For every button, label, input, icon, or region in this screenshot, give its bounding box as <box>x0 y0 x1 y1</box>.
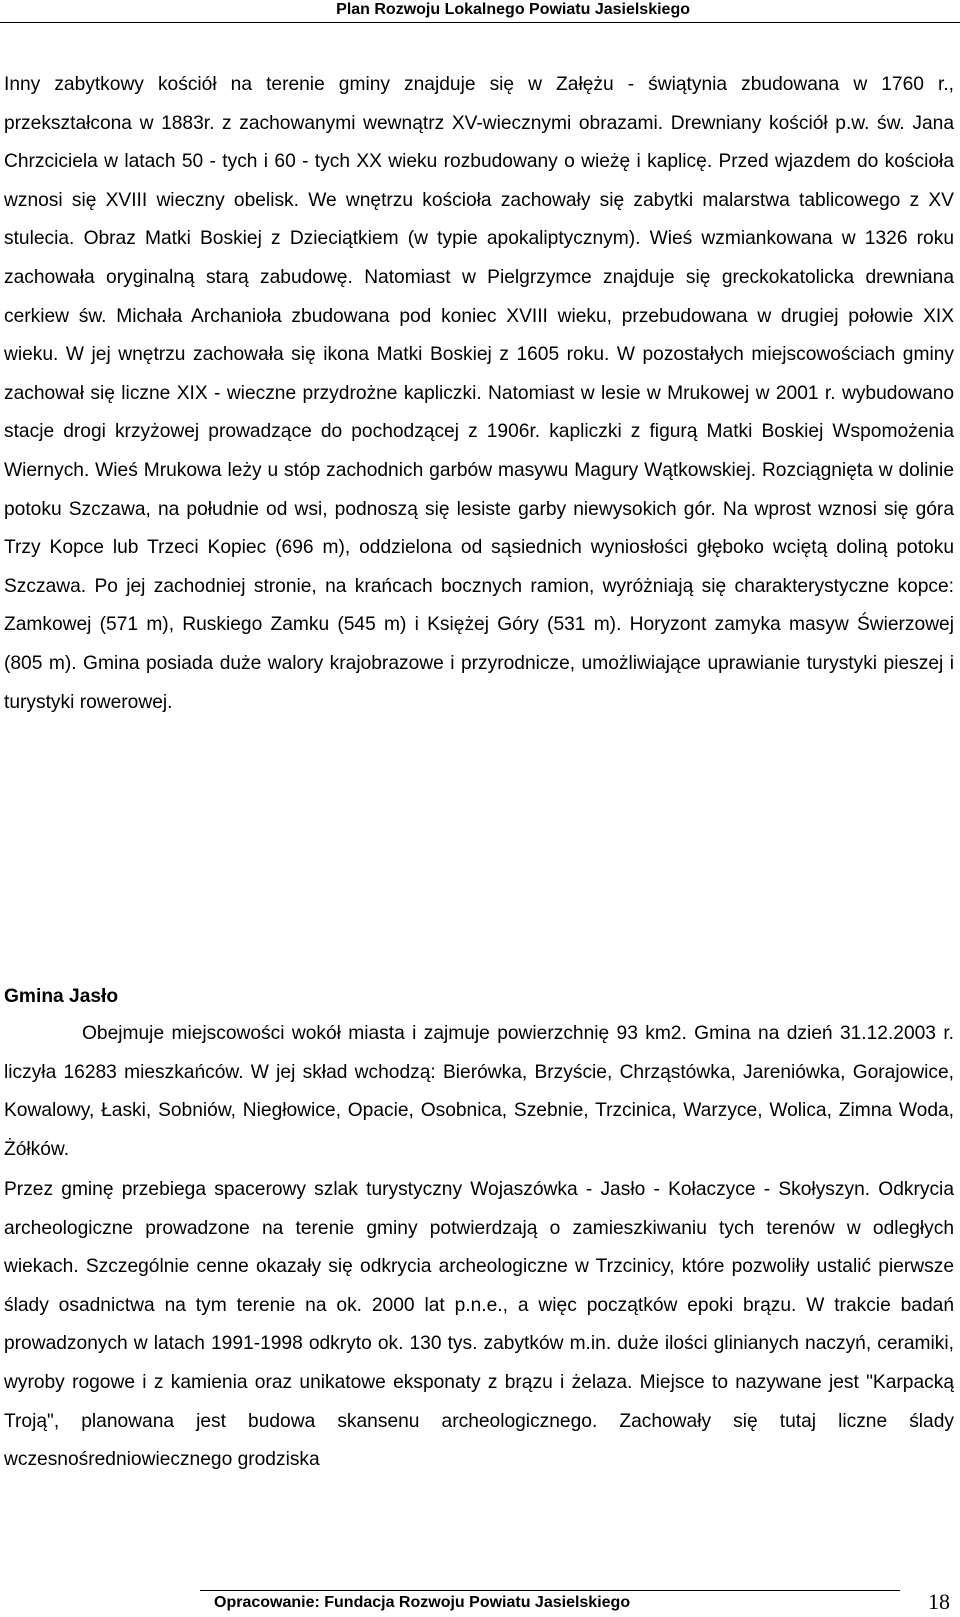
paragraph-gmina-jaslo-overview: Obejmuje miejscowości wokół miasta i zajmuje powierzchnię 93 km2. Gmina na dzień 31.12.2003 r. liczyła 16283 mieszkańców. W jej skład wchodzą: Bierówka, Brzyście, Chrząstówka, Jareniówka, Gorajowice, Kowalowy, Łaski, Sobniów, Niegłowice, Opacie, Osobnica, Szebnie, Trzcinica, Warzyce, Wolica, Zimna Woda, Żółków. <box>4 1023 954 1160</box>
paragraph-churches-mrukowa: Inny zabytkowy kościół na terenie gminy znajduje się w Załężu - świątynia zbudowana w 1760 r., przekształcona w 1883r. z zachowanymi wewnątrz XV-wiecznymi obrazami. Drewniany kościół p.w. św. Jana Chrzciciela w latach 50 - tych i 60 - tych XX wieku rozbudowany o wieżę i kaplicę. Przed wjazdem do kościoła wznosi się XVIII wieczny obelisk. We wnętrzu kościoła zachowały się zabytki malarstwa tablicowego z XV stulecia. Obraz Matki Boskiej z Dzieciątkiem (w typie apokaliptycznym). Wieś wzmiankowana w 1326 roku zachowała oryginalną starą zabudowę. Natomiast w Pielgrzymce znajduje się greckokatolicka drewniana cerkiew św. Michała Archanioła zbudowana pod koniec XVIII wieku, przebudowana w drugiej połowie XIX wieku. W jej wnętrzu zachowała się ikona Matki Boskiej z 1605 roku. W pozostałych miejscowościach gminy zachował się liczne XIX - wieczne przydrożne kapliczki. Natomiast w lesie w Mrukowej w 2001 r. wybudowano stacje drogi krzyżowej prowadzące do pochodzącej z 1906r. kapliczki z figurą Matki Boskiej Wspomożenia Wiernych. Wieś Mrukowa leży u stóp zachodnich garbów masywu Magury Wątkowskiej. Rozciągnięta w dolinie potoku Szczawa, na południe od wsi, podnoszą się lesiste garby niewysokich gór. Na wprost wznosi się góra Trzy Kopce lub Trzeci Kopiec (696 m), oddzielona od sąsiednich wyniosłości głęboko wciętą doliną potoku Szczawa. Po jej zachodniej stronie, na krańcach bocznych ramion, wyróżniają się charakterystyczne kopce: Zamkowej (571 m), Ruskiego Zamku (545 m) i Księżej Góry (531 m). Horyzont zamyka masyw Świerzowej (805 m). Gmina posiada duże walory krajobrazowe i przyrodnicze, umożliwiające uprawianie turystyki pieszej i turystyki rowerowej. <box>4 74 954 713</box>
section-heading-gmina-jaslo: Gmina Jasło <box>4 986 119 1007</box>
page-footer-text: Opracowanie: Fundacja Rozwoju Powiatu Jasielskiego <box>214 1594 631 1611</box>
paragraph-archeology-trzcinica: Przez gminę przebiega spacerowy szlak turystyczny Wojaszówka - Jasło - Kołaczyce - Skołyszyn. Odkrycia archeologiczne prowadzone na terenie gminy potwierdzają o zamieszkiwaniu tych terenów w odległych wiekach. Szczególnie cenne okazały się odkrycia archeologiczne w Trzcinicy, które pozwoliły ustalić pierwsze ślady osadnictwa na tym terenie na ok. 2000 lat p.n.e., a więc początków epoki brązu. W trakcie badań prowadzonych w latach 1991-1998 odkryto ok. 130 tys. zabytków m.in. duże ilości glinianych naczyń, ceramiki, wyroby rogowe i z kamienia oraz unikatowe eksponaty z brązu i żelaza. Miejsce to nazywane jest "Karpacką Troją", planowana jest budowa skansenu archeologicznego. Zachowały się tutaj liczne ślady wczesnośredniowiecznego grodziska <box>4 1179 954 1471</box>
header-divider <box>0 22 960 23</box>
page-number: 18 <box>928 1589 950 1614</box>
footer-divider <box>200 1590 900 1591</box>
page-header-title: Plan Rozwoju Lokalnego Powiatu Jasielskiego <box>336 1 690 18</box>
